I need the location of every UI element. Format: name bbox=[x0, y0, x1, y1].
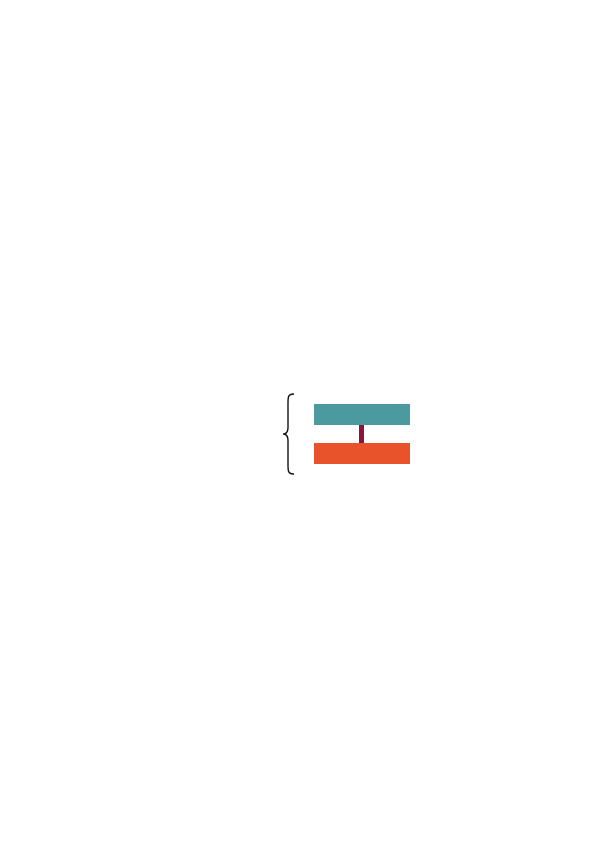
paragraph-funcionalismo bbox=[72, 240, 532, 265]
significante-box bbox=[314, 443, 410, 464]
text-line bbox=[72, 240, 532, 265]
paragraph-secuencia bbox=[72, 483, 532, 508]
text-line bbox=[72, 657, 532, 682]
curly-brace-icon bbox=[282, 393, 296, 475]
paragraph-lenguaje bbox=[72, 139, 532, 164]
funcion-box bbox=[314, 404, 410, 425]
paragraph-caso-ergativo bbox=[72, 657, 532, 682]
symbolic-unit-diagram bbox=[186, 393, 416, 475]
diagram-connector bbox=[359, 425, 364, 443]
text-line bbox=[72, 139, 532, 164]
text-line bbox=[72, 483, 532, 508]
